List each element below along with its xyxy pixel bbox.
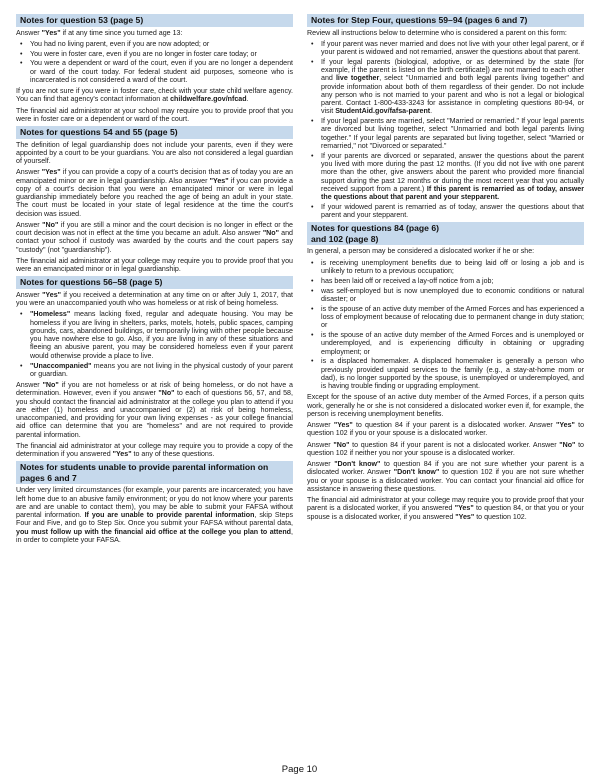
q56-yes-answer: Answer "Yes" if you received a determination at any time on or after July 1, 2017, that you were an unaccompanied youth who was homeless or at risk of being homeless. bbox=[16, 290, 293, 308]
q84-yes-answer: Answer "Yes" to question 84 if your parent is a dislocated worker. Answer "Yes" to question 102 if you or your spouse is a dislocated worker. bbox=[307, 421, 585, 438]
fafsa-parent-link[interactable]: StudentAid.gov/fafsa-parent bbox=[335, 107, 431, 116]
list-item: • If your parent was never married and does not live with your other legal parent, or if your parent is widowed and not remarried, answer the questions about that parent. bbox=[307, 40, 584, 57]
list-item: • If your widowed parent is remarried as of today, answer the questions about that parent and your stepparent. bbox=[307, 203, 584, 220]
q84-quit-note: Except for the spouse of an active duty member of the Armed Forces, if a person quits work, generally he or she is not considered a dislocated worker even if, for example, the person is receiving unemployment benefits. bbox=[307, 393, 584, 418]
list-item: • has been laid off or received a lay-off notice from a job; bbox=[307, 277, 584, 285]
q84-heading bbox=[307, 222, 584, 245]
list-item: • "Unaccompanied" means you are not living in the physical custody of your parent or guardian. bbox=[16, 362, 293, 379]
q56-definitions bbox=[16, 310, 293, 378]
list-item: • You were a dependent or ward of the court, even if you are no longer a dependent or ward of the court today. For federal student aid purposes, someone who is incarcerated is not considered a ward of the court. bbox=[16, 59, 293, 84]
q53-foster-care-note: If you are not sure if you were in foster care, check with your state child welfare agency. You can find that agency's contact information at childwelfare.gov/nfcad. bbox=[16, 87, 293, 104]
q84-intro: In general, a person may be considered a dislocated worker if he or she: bbox=[307, 247, 535, 256]
list-item: • is the spouse of an active duty member of the Armed Forces and is unemployed or underemployed, and is experiencing difficulty in obtaining or upgrading employment; or bbox=[307, 331, 584, 356]
q54-proof-note: The financial aid administrator at your college may require you to provide proof that you were an emancipated minor or in legal guardianship. bbox=[16, 256, 293, 274]
childwelfare-link[interactable]: childwelfare.gov/nfcad bbox=[170, 95, 247, 104]
q84-heading-line2: and 102 (page 8) bbox=[311, 233, 379, 244]
q54-yes-answer: Answer "Yes" if you can provide a copy of a court's decision that as of today you are an emancipated minor or are in legal guardianship. Also answer "Yes" if you can provide a copy of a court's decision that you were an emancipated minor or were in legal guardianship immediately before you reached the age of being an adult in your state. The court must be located in your state of legal residence at the time the court's decision was issued. bbox=[16, 168, 294, 218]
list-item: • You had no living parent, even if you are now adopted; or bbox=[16, 40, 293, 48]
list-item: • If your legal parents are married, select "Married or remarried." If your legal parents are divorced but living together, select "Unmarried and both legal parents living together." If your legal parents are separated but living together, select "Married or remarried," not "Divorced or separated." bbox=[307, 117, 584, 150]
left-column bbox=[16, 14, 293, 547]
list-item: • is receiving unemployment benefits due to being laid off or losing a job and is unlikely to return to a previous occupation; bbox=[307, 259, 584, 276]
q53-intro: Answer "Yes" if at any time since you turned age 13: bbox=[16, 28, 183, 37]
list-item: • If your parents are divorced or separated, answer the questions about the parent you lived with more during the past 12 months. (If you did not live with one parent more than the other, give answers about the parent who provided more financial support during the past 12 months or during the most recent year that you actually received support from a parent.) If this parent is remarried as of today, answer the questions about that parent and your stepparent. bbox=[307, 152, 584, 202]
step4-heading: Notes for Step Four, questions 59–94 (pages 6 and 7) bbox=[307, 14, 584, 27]
unable-parental-heading: Notes for students unable to provide parental information on pages 6 and 7 bbox=[16, 461, 293, 484]
q53-heading: Notes for question 53 (page 5) bbox=[16, 14, 293, 27]
list-item: • is the spouse of an active duty member of the Armed Forces and has experienced a loss of employment because of relocating due to permanent change in duty station; or bbox=[307, 305, 584, 330]
right-column bbox=[307, 14, 584, 524]
q53-list bbox=[16, 40, 293, 84]
list-item: • You were in foster care, even if you are no longer in foster care today; or bbox=[16, 50, 293, 58]
q84-proof-note: The financial aid administrator at your college may require you to provide proof that your parent is a dislocated worker, if you answered "Yes" to question 84, or that you or your spouse is a dislocated worker, if you answered "Yes" to question 102. bbox=[307, 496, 584, 521]
q54-heading: Notes for questions 54 and 55 (page 5) bbox=[16, 126, 293, 139]
list-item: • "Homeless" means lacking fixed, regular and adequate housing. You may be homeless if you are living in shelters, parks, motels, hotels, public spaces, camping grounds, cars, abandoned buildings, or temporarily living with other people because you have nowhere else to go. Also, if you are living in any of these situations and fleeing an abusive parent, you may be considered homeless even if your parent would otherwise provide a place to live. bbox=[16, 310, 293, 360]
q56-no-answer: Answer "No" if you are not homeless or at risk of being homeless, or do not have a determination. However, even if you answer "No" to each of questions 56, 57, and 58, you should contact the financial aid administrator at the college you plan to attend if you are either (1) homeless and unaccompanied or (2) at risk of being homeless, unaccompanied, and providing for your own living expenses - as your college financial aid office can determine that you are "homeless" and are not required to provide parental information. bbox=[16, 381, 293, 439]
q54-no-answer: Answer "No" if you are still a minor and the court decision is no longer in effect or the court decision was not in effect at the time you became an adult. Also answer "No" and contact your school if custody was awarded by the courts and the court papers say "custody" (not "guardianship"). bbox=[16, 220, 294, 254]
unable-parental-text: Under very limited circumstances (for example, your parents are incarcerated; you have left home due to an abusive family environment; or you do not know where your parents are and are unable to contact them), you may be able to submit your FAFSA without parental information. If you are unable to provide parental information, skip Steps Four and Five, and go to Step Six. Once you submit your FAFSA without parental data, you must follow up with the financial aid office at the college you plan to attend, in order to complete your FAFSA. bbox=[16, 486, 293, 544]
q84-heading-line1: Notes for questions 84 (page 6) bbox=[311, 223, 439, 234]
page-number: Page 10 bbox=[281, 764, 318, 775]
q84-list bbox=[307, 259, 584, 391]
step4-list bbox=[307, 40, 584, 220]
step4-intro: Review all instructions below to determine who is considered a parent on this form: bbox=[307, 28, 567, 37]
list-item: • is a displaced homemaker. A displaced homemaker is generally a person who previously provided unpaid services to the family (e.g., a stay-at-home mom or dad), is no longer supported by the spouse, is unemployed or underemployed, and is having trouble finding or upgrading employment. bbox=[307, 357, 584, 390]
q53-proof-note: The financial aid administrator at your school may require you to provide proof that you were in foster care or a dependent or ward of the court. bbox=[16, 106, 293, 123]
q84-no-answer: Answer "No" to question 84 if your parent is not a dislocated worker. Answer "No" to question 102 if neither you nor your spouse is a dislocated worker. bbox=[307, 440, 585, 457]
list-item: • was self-employed but is now unemployed due to economic conditions or natural disaster; or bbox=[307, 287, 584, 304]
q56-proof-note: The financial aid administrator at your college may require you to provide a copy of the determination if you answered "Yes" to any of these questions. bbox=[16, 441, 293, 459]
list-item: • If your legal parents (biological, adoptive, or as determined by the state [for example, if the parent is listed on the birth certificate]) are not married to each other and live together, select "Unmarried and both legal parents living together" and provide information about both of them regardless of their gender. Do not include any person who is not married to your parent and who is not a legal or biological parent. Contact 1-800-433-3243 for assistance in completing questions 80-94, or visit StudentAid.gov/fafsa-parent. bbox=[307, 58, 584, 116]
q54-definition: The definition of legal guardianship does not include your parents, even if they were appointed by a court to be your guardians. You are also not considered a legal guardian of yourself. bbox=[16, 140, 293, 166]
q56-heading: Notes for questions 56–58 (page 5) bbox=[16, 276, 293, 289]
q84-dont-know-answer: Answer "Don't know" to question 84 if you are not sure whether your parent is a dislocated worker. Answer "Don't know" to question 102 if you are not sure whether you or your spouse is a dislocated worker. You can contact your financial aid office for assistance in answering these questions. bbox=[307, 460, 585, 493]
